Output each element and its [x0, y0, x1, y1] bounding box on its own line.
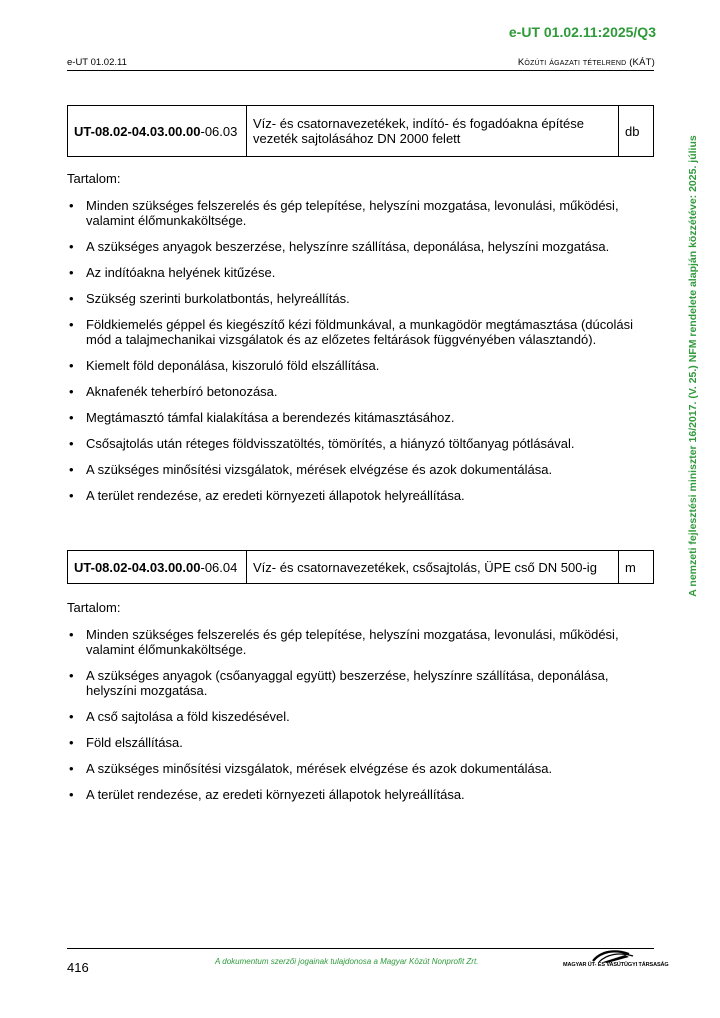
- page-number: 416: [67, 960, 89, 975]
- list-item: • Szükség szerinti burkolatbontás, helyreállítás.: [69, 291, 350, 306]
- document-code: e-UT 01.02.11:2025/Q3: [508, 24, 656, 40]
- copyright-note: A dokumentum szerzői jogainak tulajdonosa a Magyar Közút Nonprofit Zrt.: [215, 957, 479, 966]
- list-item: • Aknafenék teherbíró betonozása.: [69, 384, 278, 399]
- item-table-1: [67, 105, 654, 157]
- list-item: • Minden szükséges felszerelés és gép telepítése, helyszíni mozgatása, levonulási, működési, valamint élőmunkaköltsége.: [69, 627, 619, 657]
- list-item: • A szükséges minősítési vizsgálatok, mérések elvégzése és azok dokumentálása.: [69, 462, 553, 477]
- content-label: Tartalom:: [67, 171, 121, 186]
- bullet-icon: •: [69, 627, 74, 642]
- content-list: [67, 198, 647, 503]
- bullet-icon: •: [69, 317, 74, 332]
- bullet-icon: •: [69, 709, 74, 724]
- item-code-bold: UT-08.02-04.03.00.00: [74, 123, 201, 139]
- list-item: • Minden szükséges felszerelés és gép telepítése, helyszíni mozgatása, levonulási, működési, valamint élőmunkaköltsége.: [69, 198, 619, 228]
- road-logo-icon: [563, 949, 655, 963]
- item-description: Víz- és csatornavezetékek, indító- és fogadóakna építése vezeték sajtolásához DN 2000 felett: [247, 106, 619, 157]
- content-list: [67, 627, 647, 802]
- item-table-2: [67, 550, 654, 584]
- item-code: [68, 551, 247, 584]
- bullet-icon: •: [69, 291, 74, 306]
- side-publication-note: A nemzeti fejlesztési miniszter 16/2017. (V. 25.) NFM rendelete alapján közzétéve: 2025. július: [687, 135, 699, 597]
- list-item: • A szükséges anyagok beszerzése, helyszínre szállítása, deponálása, helyszíni mozgatása.: [69, 239, 610, 254]
- list-item: • Kiemelt föld deponálása, kiszoruló föld elszállítása.: [69, 358, 380, 373]
- list-item: • A terület rendezése, az eredeti környezeti állapotok helyreállítása.: [69, 488, 465, 503]
- list-item: • Földkiemelés géppel és kiegészítő kézi földmunkával, a munkagödör megtámasztása (dúcolási mód a talajmechanikai vizsgálatok és az előzetes feltárások függvényében választandó).: [69, 317, 634, 347]
- bullet-icon: •: [69, 358, 74, 373]
- list-item: • Az indítóakna helyének kitűzése.: [69, 265, 276, 280]
- header-rule: [67, 70, 654, 71]
- bullet-icon: •: [69, 384, 74, 399]
- header-left: e-UT 01.02.11: [67, 57, 127, 68]
- bullet-icon: •: [69, 735, 74, 750]
- bullet-icon: •: [69, 239, 74, 254]
- item-unit: db: [619, 106, 654, 157]
- item-code: [68, 106, 247, 157]
- item-unit: m: [619, 551, 654, 584]
- list-item: • A terület rendezése, az eredeti környezeti állapotok helyreállítása.: [69, 787, 465, 802]
- list-item: • Föld elszállítása.: [69, 735, 183, 750]
- content-label: Tartalom:: [67, 600, 121, 615]
- bullet-icon: •: [69, 436, 74, 451]
- bullet-icon: •: [69, 410, 74, 425]
- list-item: • Csősajtolás után réteges földvisszatöltés, tömörítés, a hiányzó töltőanyag pótlásával.: [69, 436, 575, 451]
- bullet-icon: •: [69, 198, 74, 213]
- bullet-icon: •: [69, 265, 74, 280]
- item-code-bold: UT-08.02-04.03.00.00: [74, 559, 201, 575]
- list-item: • A szükséges minősítési vizsgálatok, mérések elvégzése és azok dokumentálása.: [69, 761, 553, 776]
- logo-text: MAGYAR ÚT- ÉS VASÚTÜGYI TÁRSASÁG: [563, 962, 669, 968]
- bullet-icon: •: [69, 761, 74, 776]
- list-item: • A cső sajtolása a föld kiszedésével.: [69, 709, 290, 724]
- bullet-icon: •: [69, 488, 74, 503]
- bullet-icon: •: [69, 787, 74, 802]
- item-code-suffix: -06.04: [200, 559, 238, 575]
- bullet-icon: •: [69, 462, 74, 477]
- bullet-icon: •: [69, 668, 74, 683]
- item-code-suffix: -06.03: [200, 123, 238, 139]
- item-description: Víz- és csatornavezetékek, csősajtolás, ÜPE cső DN 500-ig: [247, 551, 619, 584]
- society-logo: [563, 949, 669, 973]
- header-right: Közúti ágazati tételrend (KÁT): [517, 57, 655, 68]
- list-item: • A szükséges anyagok (csőanyaggal együtt) beszerzése, helyszínre szállítása, deponálása, helyszíni mozgatása.: [69, 668, 609, 698]
- list-item: • Megtámasztó támfal kialakítása a berendezés kitámasztásához.: [69, 410, 455, 425]
